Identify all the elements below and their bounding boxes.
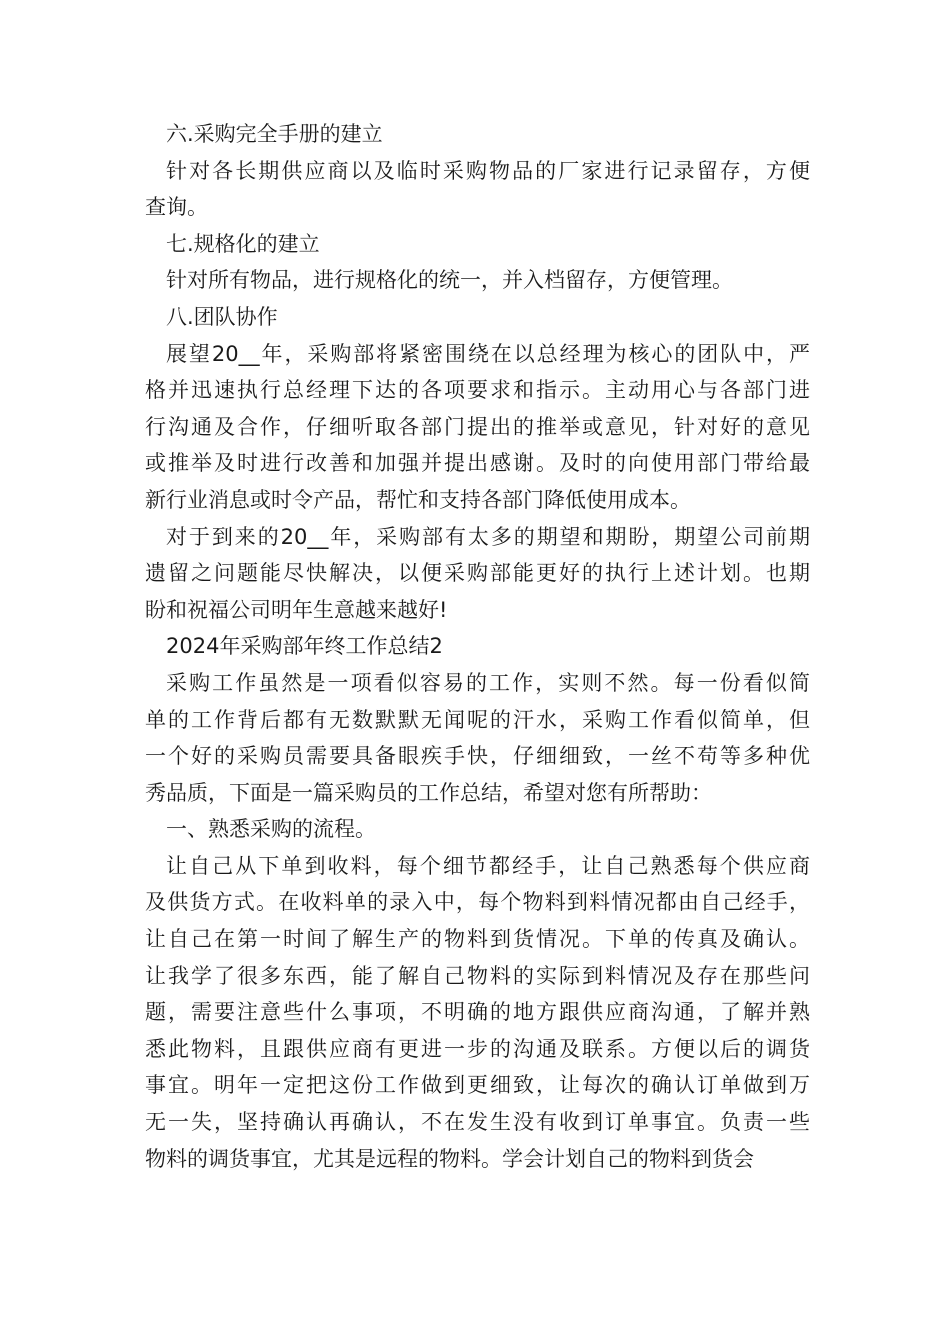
paragraph-p2 bbox=[145, 262, 810, 299]
text-line: 单的工作背后都有无数默默无闻呢的汗水，采购工作看似简单，但 bbox=[145, 707, 810, 732]
text-line: 及供货方式。在收料单的录入中，每个物料到料情况都由自己经手， bbox=[145, 890, 810, 915]
text-line: 七.规格化的建立 bbox=[166, 231, 320, 256]
paragraph-p1 bbox=[145, 153, 810, 226]
text-line: 让我学了很多东西，能了解自己物料的实际到料情况及存在那些问 bbox=[145, 963, 810, 988]
text-line: 或推举及时进行改善和加强并提出感谢。及时的向使用部门带给最 bbox=[145, 451, 810, 476]
paragraph-p3 bbox=[145, 336, 810, 519]
text-line: 事宜。明年一定把这份工作做到更细致，让每次的确认订单做到万 bbox=[145, 1073, 810, 1098]
text-line: 遗留之问题能尽快解决，以便采购部能更好的执行上述计划。也期 bbox=[145, 561, 810, 586]
text-line: 格并迅速执行总经理下达的各项要求和指示。主动用心与各部门进 bbox=[145, 378, 810, 403]
paragraph-p6 bbox=[145, 848, 810, 1177]
text-line: 让自己从下单到收料，每个细节都经手，让自己熟悉每个供应商 bbox=[166, 853, 810, 878]
text-line: 针对各长期供应商以及临时采购物品的厂家进行记录留存，方便 bbox=[166, 158, 810, 183]
text-line: 采购工作虽然是一项看似容易的工作，实则不然。每一份看似简 bbox=[166, 670, 810, 695]
text-line: 行沟通及合作，仔细听取各部门提出的推举或意见，针对好的意见 bbox=[145, 414, 810, 439]
text-line: 针对所有物品，进行规格化的统一，并入档留存，方便管理。 bbox=[166, 268, 733, 293]
text-line: 八.团队协作 bbox=[166, 304, 278, 329]
document-body bbox=[145, 116, 810, 1177]
text-line: 秀品质，下面是一篇采购员的工作总结，希望对您有所帮助： bbox=[145, 780, 712, 805]
text-line: 盼和祝福公司明年生意越来越好! bbox=[145, 597, 448, 622]
text-line: 一、熟悉采购的流程。 bbox=[166, 817, 376, 842]
paragraph-h6 bbox=[145, 116, 810, 153]
paragraph-h1 bbox=[145, 811, 810, 848]
paragraph-h7 bbox=[145, 226, 810, 263]
paragraph-p5 bbox=[145, 665, 810, 811]
text-line: 悉此物料，且跟供应商有更进一步的沟通及联系。方便以后的调货 bbox=[145, 1036, 810, 1061]
text-line: 无一失，坚持确认再确认，不在发生没有收到订单事宜。负责一些 bbox=[145, 1110, 810, 1135]
text-line: 新行业消息或时令产品，帮忙和支持各部门降低使用成本。 bbox=[145, 487, 691, 512]
text-line: 展望20__年，采购部将紧密围绕在以总经理为核心的团队中，严 bbox=[166, 341, 810, 366]
text-line: 2024年采购部年终工作总结2 bbox=[166, 634, 443, 659]
text-line: 对于到来的20__年，采购部有太多的期望和期盼，期望公司前期 bbox=[166, 524, 810, 549]
text-line: 一个好的采购员需要具备眼疾手快，仔细细致，一丝不苟等多种优 bbox=[145, 744, 810, 769]
paragraph-title2 bbox=[145, 628, 810, 665]
paragraph-p4 bbox=[145, 519, 810, 629]
text-line: 物料的调货事宜，尤其是远程的物料。学会计划自己的物料到货会 bbox=[145, 1146, 754, 1171]
text-line: 查询。 bbox=[145, 195, 208, 220]
text-line: 题，需要注意些什么事项，不明确的地方跟供应商沟通，了解并熟 bbox=[145, 1000, 810, 1025]
text-line: 六.采购完全手册的建立 bbox=[166, 122, 383, 146]
text-line: 让自己在第一时间了解生产的物料到货情况。下单的传真及确认。 bbox=[145, 927, 810, 952]
paragraph-h8 bbox=[145, 299, 810, 336]
